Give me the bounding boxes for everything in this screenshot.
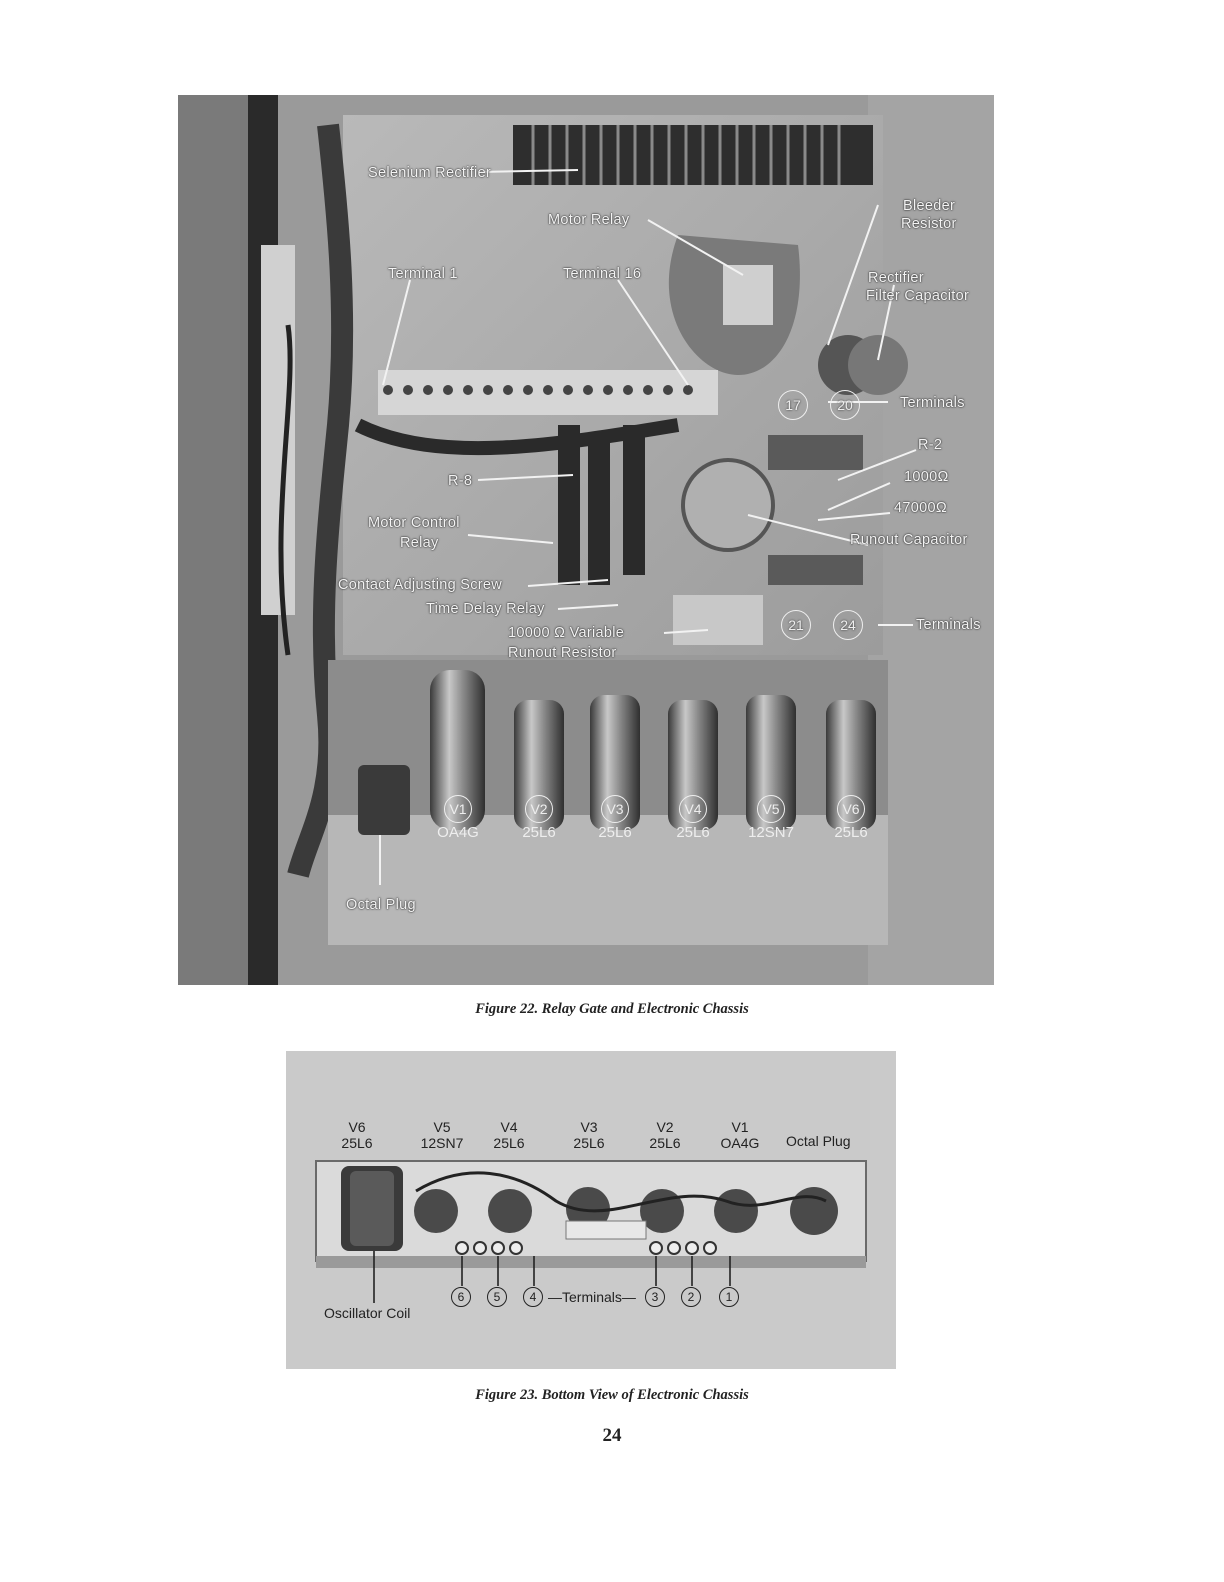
label-contact-adjusting-screw: Contact Adjusting Screw xyxy=(338,577,503,593)
label-bleeder-resistor: Bleeder xyxy=(903,198,956,214)
label-bleeder-resistor: Resistor xyxy=(901,216,957,232)
label-rectifier-filter-capacitor: Filter Capacitor xyxy=(866,288,970,304)
bottom-terminal-3: 3 xyxy=(645,1287,665,1307)
tube-label-v4: V4 25L6 xyxy=(666,795,720,841)
label-terminals-top: Terminals xyxy=(900,395,965,411)
figure-22-photo xyxy=(178,95,994,985)
label-rectifier-filter-capacitor: Rectifier xyxy=(868,270,924,286)
label-variable-runout-resistor: Runout Resistor xyxy=(508,645,617,661)
terminal-number-17: 17 xyxy=(778,390,808,420)
figure-23-caption: Figure 23. Bottom View of Electronic Chassis xyxy=(475,1387,749,1403)
chassis-bottom-photo-art xyxy=(286,1051,896,1369)
terminal-number-24: 24 xyxy=(833,610,863,640)
page-number: 24 xyxy=(602,1425,622,1446)
bottom-label-terminals: —Terminals— xyxy=(548,1289,636,1305)
bottom-tube-label-v3: V3 25L6 xyxy=(573,1119,605,1151)
figure-22-caption: Figure 22. Relay Gate and Electronic Chassis xyxy=(475,1001,749,1017)
label-terminals-bottom: Terminals xyxy=(916,617,981,633)
tube-label-v1: V1 OA4G xyxy=(432,795,484,841)
label-1000-ohm: 1000Ω xyxy=(904,469,949,485)
label-terminal-16: Terminal 16 xyxy=(563,266,642,282)
bottom-terminal-4: 4 xyxy=(523,1287,543,1307)
bottom-tube-label-v1: V1 OA4G xyxy=(720,1119,760,1151)
label-variable-runout-resistor: 10000 Ω Variable xyxy=(508,625,625,641)
tube-label-v5: V5 12SN7 xyxy=(741,795,801,841)
tube-label-v3: V3 25L6 xyxy=(588,795,642,841)
tube-label-v2: V2 25L6 xyxy=(512,795,566,841)
bottom-terminal-1: 1 xyxy=(719,1287,739,1307)
label-time-delay-relay: Time Delay Relay xyxy=(426,601,545,617)
bottom-terminal-6: 6 xyxy=(451,1287,471,1307)
bottom-tube-label-v4: V4 25L6 xyxy=(493,1119,525,1151)
label-47000-ohm: 47000Ω xyxy=(894,500,947,516)
figure-23-photo xyxy=(286,1051,896,1369)
label-r-2: R-2 xyxy=(918,437,943,453)
bottom-tube-label-v2: V2 25L6 xyxy=(649,1119,681,1151)
bottom-tube-label-v6: V6 25L6 xyxy=(341,1119,373,1151)
bottom-label-oscillator-coil: Oscillator Coil xyxy=(324,1305,411,1321)
terminal-number-21: 21 xyxy=(781,610,811,640)
label-runout-capacitor: Runout Capacitor xyxy=(850,532,968,548)
label-terminal-1: Terminal 1 xyxy=(388,266,458,282)
tube-label-v6: V6 25L6 xyxy=(824,795,878,841)
bottom-terminal-2: 2 xyxy=(681,1287,701,1307)
terminal-number-20: 20 xyxy=(830,390,860,420)
label-r-8: R-8 xyxy=(448,473,473,489)
label-selenium-rectifier: Selenium Rectifier xyxy=(368,165,492,181)
bottom-tube-label-v5: V5 12SN7 xyxy=(420,1119,464,1151)
bottom-label-octal-plug: Octal Plug xyxy=(786,1133,851,1149)
label-motor-control-relay: Motor Control xyxy=(368,515,460,531)
label-octal-plug: Octal Plug xyxy=(346,897,416,913)
bottom-terminal-5: 5 xyxy=(487,1287,507,1307)
label-motor-control-relay: Relay xyxy=(400,535,439,551)
label-motor-relay: Motor Relay xyxy=(548,212,630,228)
